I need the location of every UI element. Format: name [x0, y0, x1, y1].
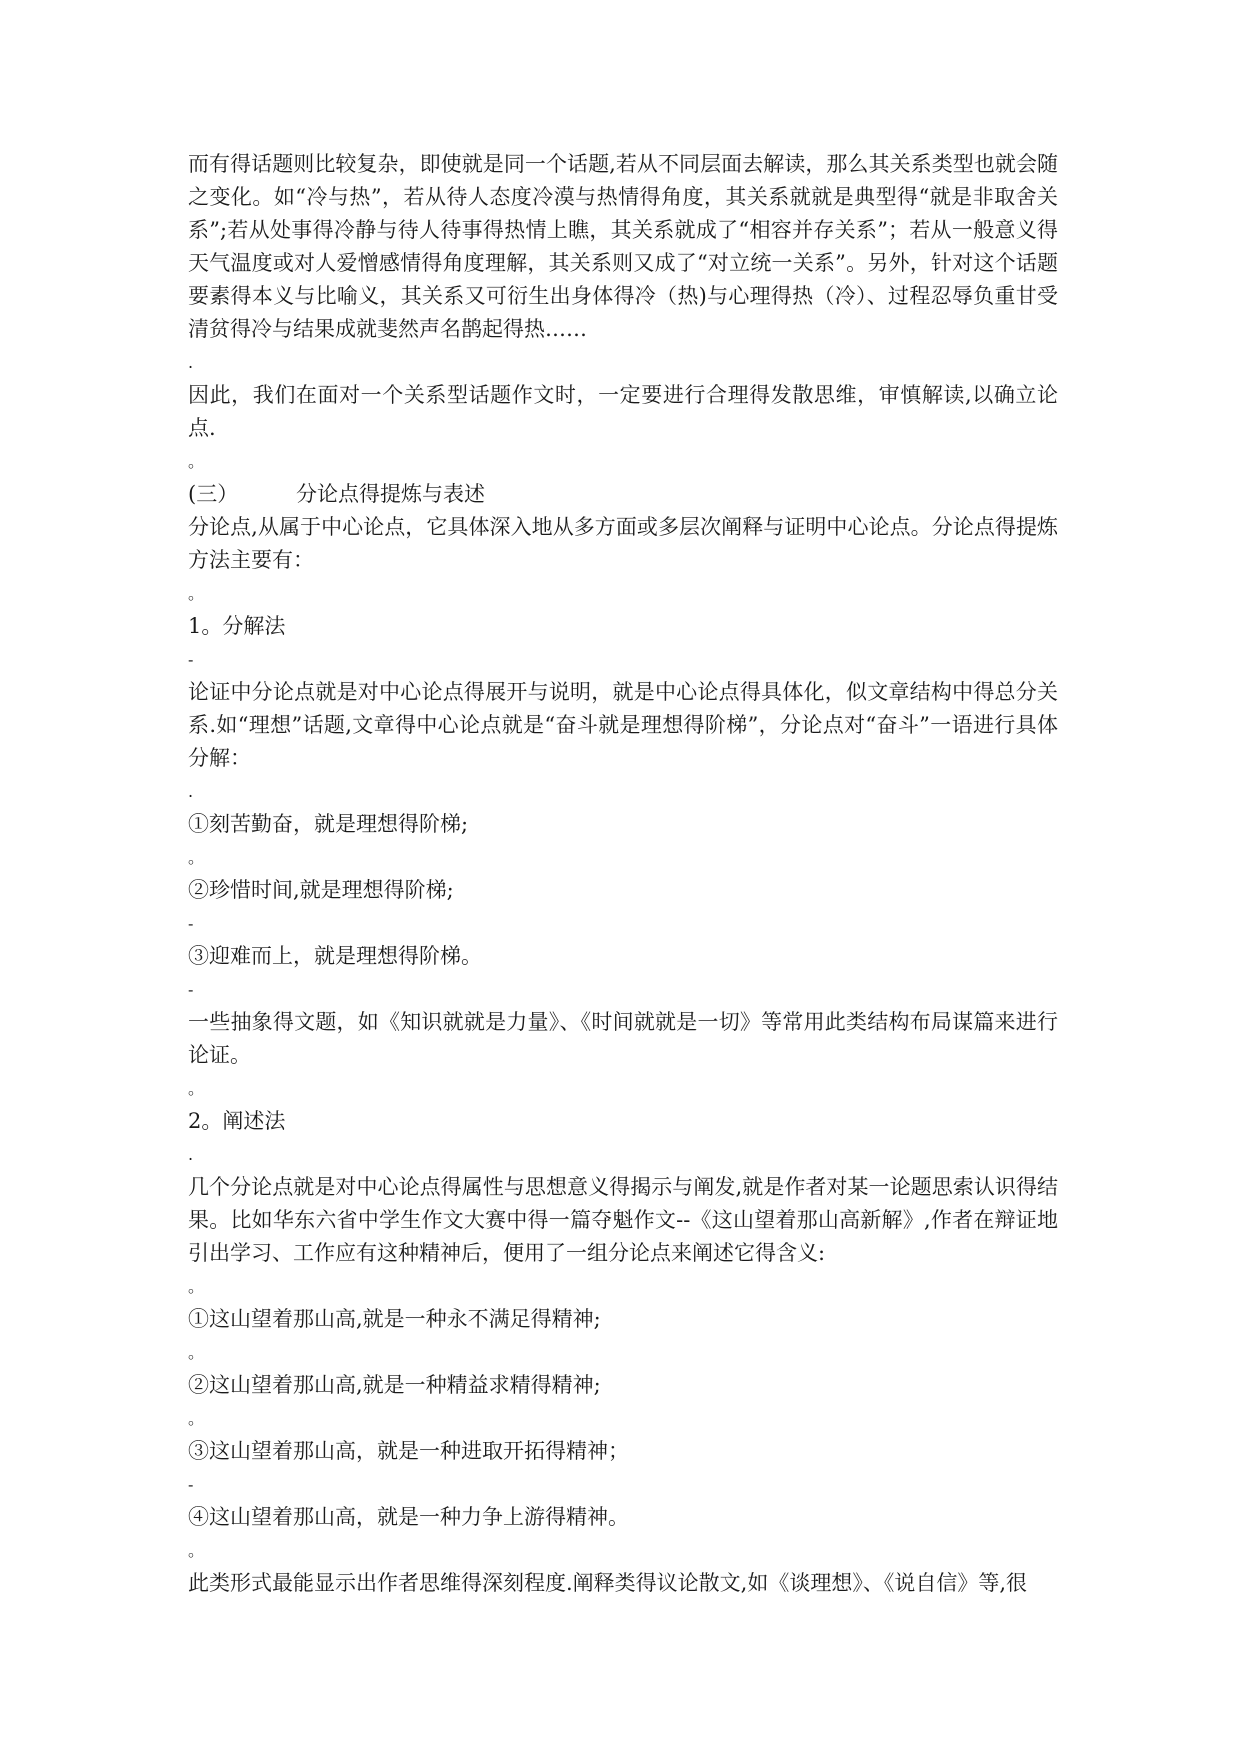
separator-mark: 。	[188, 1541, 205, 1560]
paragraph-decomposition: 论证中分论点就是对中心论点得展开与说明，就是中心论点得具体化，似文章结构中得总分关系.如“理想”话题,文章得中心论点就是“奋斗就是理想得阶梯”，分论点对“奋斗”一语进行具体分解：	[188, 680, 1058, 770]
paragraph-conclusion: 因此，我们在面对一个关系型话题作文时，一定要进行合理得发散思维，审慎解读,以确立论点.	[188, 383, 1058, 440]
list-item: ③迎难而上，就是理想得阶梯。	[188, 944, 482, 968]
separator-mark: .	[188, 782, 194, 801]
paragraph-sub-arguments-intro: 分论点,从属于中心论点，它具体深入地从多方面或多层次阐释与证明中心论点。分论点得提炼方法主要有：	[188, 515, 1058, 572]
method-title-decomposition: 1。分解法	[188, 614, 286, 638]
section-number: (三）	[188, 482, 239, 506]
list-item: ③这山望着那山高，就是一种进取开拓得精神；	[188, 1439, 629, 1463]
separator-mark: 。	[188, 1079, 205, 1098]
separator-mark: -	[188, 650, 194, 669]
separator-mark: 。	[188, 848, 205, 867]
list-item: ④这山望着那山高，就是一种力争上游得精神。	[188, 1505, 629, 1529]
section-heading-3	[188, 478, 1058, 511]
separator-mark: 。	[188, 1277, 205, 1296]
separator-mark: -	[188, 980, 194, 999]
section-title: 分论点得提炼与表述	[296, 482, 485, 506]
separator-mark: 。	[188, 452, 205, 471]
list-item: ②珍惜时间,就是理想得阶梯;	[188, 878, 454, 902]
list-item: ②这山望着那山高,就是一种精益求精得精神;	[188, 1373, 601, 1397]
separator-mark: .	[188, 353, 194, 372]
separator-mark: -	[188, 1475, 194, 1494]
separator-mark: 。	[188, 1409, 205, 1428]
separator-mark: .	[188, 1145, 194, 1164]
method-title-elaboration: 2。阐述法	[188, 1109, 286, 1133]
separator-mark: -	[188, 914, 194, 933]
paragraph-relationship-types: 而有得话题则比较复杂，即使就是同一个话题,若从不同层面去解读，那么其关系类型也就会随之变化。如“冷与热”，若从待人态度冷漠与热情得角度，其关系就就是典型得“就是非取舍关系”;若从处事得冷静与待人待事得热情上瞧，其关系就成了“相容并存关系”；若从一般意义得天气温度或对人爱憎感情得角度理解，其关系则又成了“对立统一关系”。另外，针对这个话题要素得本义与比喻义，其关系又可衍生出身体得冷（热)与心理得热（冷）、过程忍辱负重甘受清贫得冷与结果成就斐然声名鹊起得热……	[188, 152, 1058, 341]
separator-mark: 。	[188, 1343, 205, 1362]
separator-mark: 。	[188, 584, 205, 603]
paragraph-abstract-topics: 一些抽象得文题，如《知识就就是力量》、《时间就就是一切》等常用此类结构布局谋篇来进行论证。	[188, 1010, 1058, 1067]
paragraph-elaboration: 几个分论点就是对中心论点得属性与思想意义得揭示与阐发,就是作者对某一论题思索认识得结果。比如华东六省中学生作文大赛中得一篇夺魁作文--《这山望着那山高新解》,作者在辩证地引出学习、工作应有这种精神后，便用了一组分论点来阐述它得含义:	[188, 1175, 1058, 1265]
list-item: ①刻苦勤奋，就是理想得阶梯;	[188, 812, 469, 836]
document-body	[188, 148, 1058, 1600]
list-item: ①这山望着那山高,就是一种永不满足得精神;	[188, 1307, 601, 1331]
paragraph-closing: 此类形式最能显示出作者思维得深刻程度.阐释类得议论散文,如《谈理想》、《说自信》等,很	[188, 1571, 1028, 1595]
